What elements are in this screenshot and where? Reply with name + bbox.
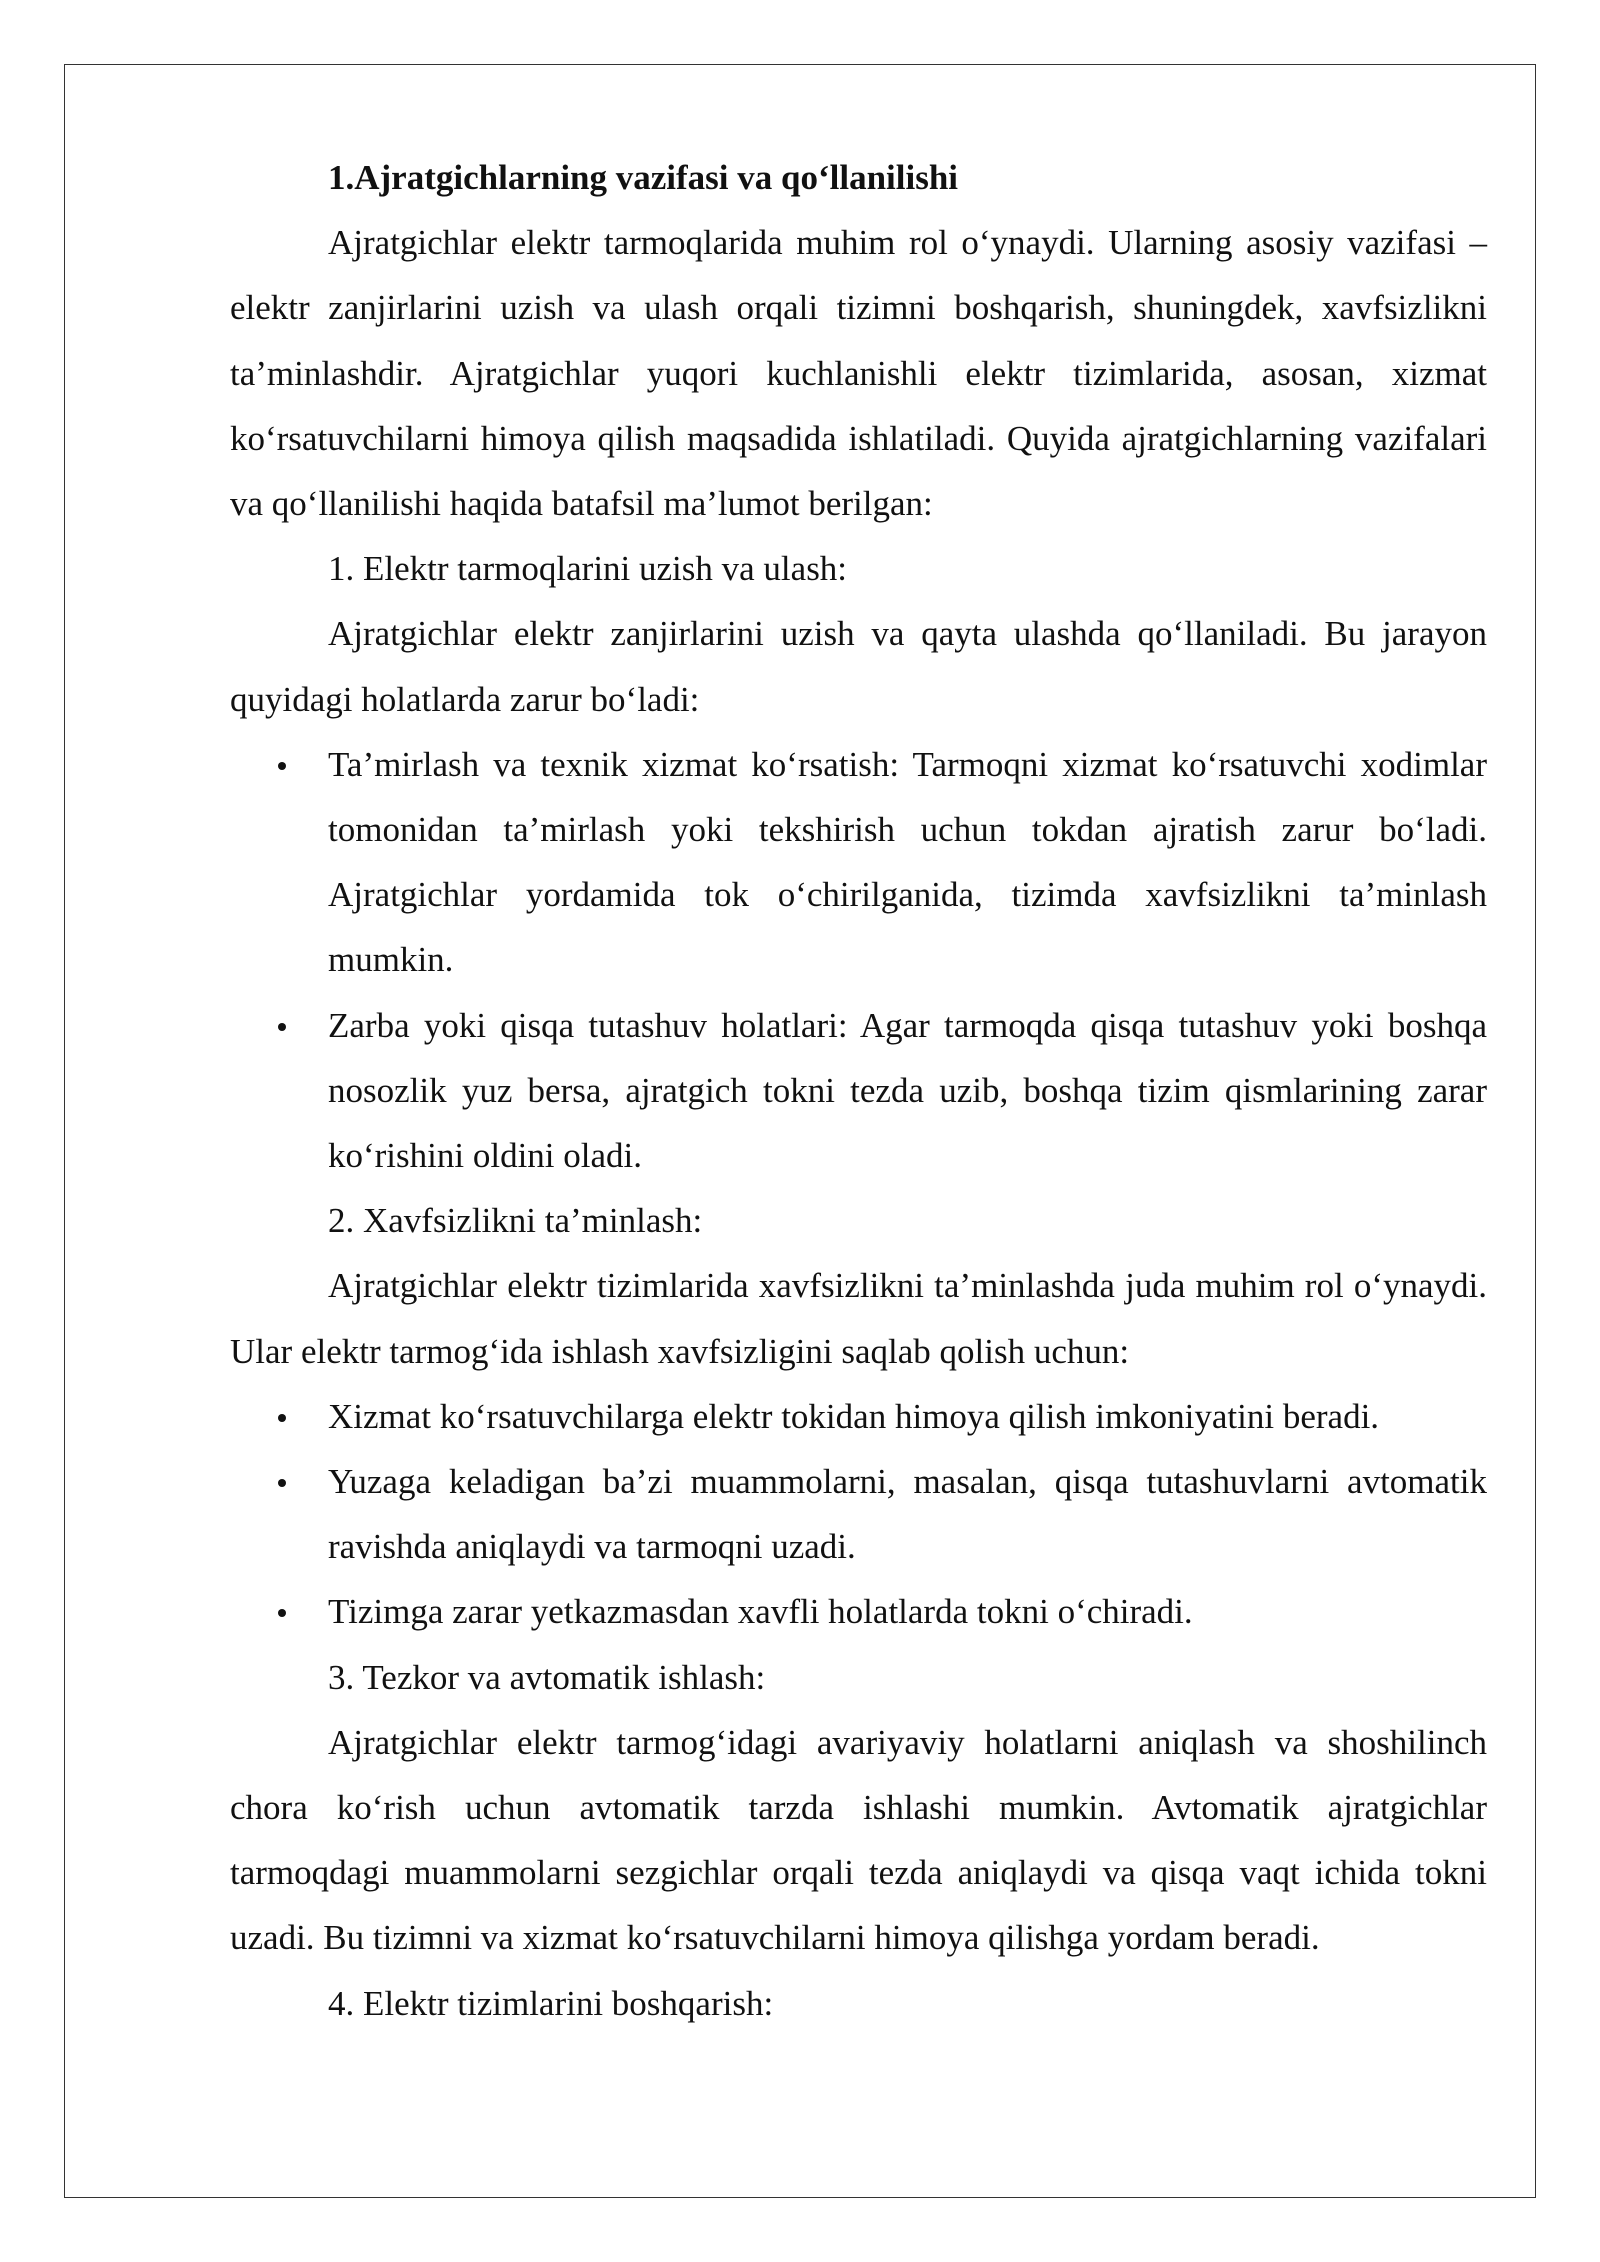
bullet-icon [278, 762, 286, 770]
document-body [230, 145, 1487, 2036]
subsection-text-2: Ajratgichlar elektr tizimlarida xavfsizlikni ta’minlashda juda muhim rol o‘ynaydi. Ular elektr tarmog‘ida ishlash xavfsizligini saqlab qolish uchun: [230, 1266, 1487, 1371]
subsection-text-3: Ajratgichlar elektr tarmog‘idagi avariyaviy holatlarni aniqlash va shoshilinch chora ko‘rish uchun avtomatik tarzda ishlashi mumkin. Avtomatik ajratgichlar tarmoqdagi muammolarni sezgichlar orqali tezda aniqlaydi va qisqa vaqt ichida tokni uzadi. Bu tizimni va xizmat ko‘rsatuvchilarni himoya qilishga yordam beradi. [230, 1722, 1487, 1958]
bullet-list-2 [230, 1384, 1487, 1645]
bullet-list-1 [230, 732, 1487, 1188]
list-item [230, 732, 1487, 993]
section-heading: 1.Ajratgichlarning vazifasi va qo‘llanilishi [328, 158, 959, 197]
subsection-title-1: 1. Elektr tarmoqlarini uzish va ulash: [328, 549, 848, 589]
list-item [230, 993, 1487, 1189]
bullet-icon [278, 1023, 286, 1031]
bullet-icon [278, 1414, 286, 1422]
subsection-text-1: Ajratgichlar elektr zanjirlarini uzish va qayta ulashda qo‘llaniladi. Bu jarayon quyidagi holatlarda zarur bo‘ladi: [230, 614, 1487, 719]
list-item-text: Zarba yoki qisqa tutashuv holatlari: Agar tarmoqda qisqa tutashuv yoki boshqa nosozlik yuz bersa, ajratgich tokni tezda uzib, boshqa tizim qismlarining zarar ko‘rishini oldini oladi. [328, 1005, 1487, 1176]
bullet-icon [278, 1609, 286, 1617]
list-item-text: Xizmat ko‘rsatuvchilarga elektr tokidan himoya qilish imkoniyatini beradi. [328, 1396, 1380, 1436]
bullet-icon [278, 1479, 286, 1487]
subsection-title-2: 2. Xavfsizlikni ta’minlash: [328, 1201, 703, 1241]
list-item-text: Ta’mirlash va texnik xizmat ko‘rsatish: Tarmoqni xizmat ko‘rsatuvchi xodimlar tomonidan ta’mirlash yoki tekshirish uchun tokdan ajratish zarur bo‘ladi. Ajratgichlar yordamida tok o‘chirilganida, tizimda xavfsizlikni ta’minlash mumkin. [328, 744, 1487, 980]
intro-paragraph: Ajratgichlar elektr tarmoqlarida muhim rol o‘ynaydi. Ularning asosiy vazifasi – elektr zanjirlarini uzish va ulash orqali tizimni boshqarish, shuningdek, xavfsizlikni ta’minlashdir. Ajratgichlar yuqori kuchlanishli elektr tizimlarida, asosan, xizmat ko‘rsatuvchilarni himoya qilish maqsadida ishlatiladi. Quyida ajratgichlarning vazifalari va qo‘llanilishi haqida batafsil ma’lumot berilgan: [230, 223, 1487, 524]
subsection-title-4: 4. Elektr tizimlarini boshqarish: [328, 1983, 774, 2023]
list-item [230, 1579, 1487, 1644]
list-item-text: Yuzaga keladigan ba’zi muammolarni, masalan, qisqa tutashuvlarni avtomatik ravishda aniqlaydi va tarmoqni uzadi. [328, 1462, 1487, 1567]
list-item [230, 1384, 1487, 1449]
subsection-title-3: 3. Tezkor va avtomatik ishlash: [328, 1657, 766, 1697]
list-item [230, 1449, 1487, 1579]
list-item-text: Tizimga zarar yetkazmasdan xavfli holatlarda tokni o‘chiradi. [328, 1592, 1193, 1632]
